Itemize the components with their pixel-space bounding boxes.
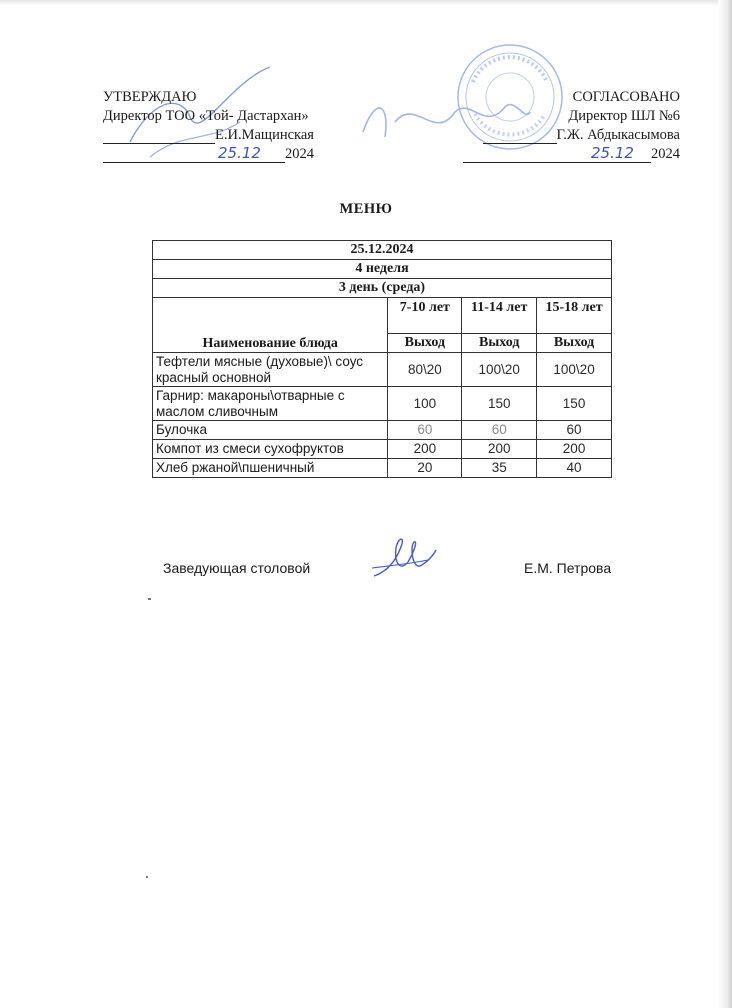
scan-speck: [148, 598, 151, 600]
table-row: [153, 421, 612, 440]
approval-left-year: 2024: [285, 146, 314, 162]
approval-left-handwritten-date: 25.12: [218, 144, 261, 162]
yield-header-1: Выход: [388, 334, 462, 353]
footer-role: Заведующая столовой: [163, 560, 311, 576]
table-row: [153, 353, 612, 387]
menu-day-row: [153, 279, 612, 298]
approval-right-name: Г.Ж. Абдыкасымова: [556, 127, 680, 143]
yield-value: 20: [388, 459, 462, 478]
menu-day: 3 день (среда): [153, 279, 612, 298]
yield-value: 60: [537, 421, 612, 440]
dish-name-header: Наименование блюда: [153, 334, 388, 353]
scan-right-edge: [718, 0, 732, 1008]
age-group-3: 15-18 лет: [537, 298, 612, 334]
dish-name: Гарнир: макароны\отварные с маслом сливочным: [153, 387, 388, 421]
empty-header-cell: [153, 298, 388, 334]
date-line: [463, 144, 651, 163]
age-group-row: [153, 298, 612, 334]
yield-value: 200: [537, 440, 612, 459]
yield-value: 100: [388, 387, 462, 421]
menu-week-row: [153, 260, 612, 279]
yield-header-3: Выход: [537, 334, 612, 353]
yield-value: 200: [462, 440, 537, 459]
dish-name: Хлеб ржаной\пшеничный: [153, 459, 388, 478]
approval-right-heading: СОГЛАСОВАНО: [572, 89, 680, 105]
yield-value: 100\20: [537, 353, 612, 387]
scan-top-edge: [0, 0, 732, 6]
date-line: [103, 144, 285, 163]
scan-speck: [146, 876, 148, 878]
age-group-1: 7-10 лет: [388, 298, 462, 334]
menu-table: [152, 240, 612, 478]
approval-left-heading: УТВЕРЖДАЮ: [103, 89, 197, 105]
yield-value: 35: [462, 459, 537, 478]
dish-name: Тефтели мясные (духовые)\ соус красный основной: [153, 353, 388, 387]
yield-value: 100\20: [462, 353, 537, 387]
table-row: [153, 459, 612, 478]
table-row: [153, 387, 612, 421]
approval-left-position: Директор ТОО «Той- Дастархан»: [103, 108, 309, 124]
yield-value: 60: [388, 421, 462, 440]
page-title: МЕНЮ: [339, 201, 393, 217]
dish-name: Булочка: [153, 421, 388, 440]
table-row: [153, 440, 612, 459]
approval-right-year: 2024: [651, 146, 680, 162]
approval-left-name: Е.И.Мащинская: [215, 127, 314, 143]
yield-value: 200: [388, 440, 462, 459]
signature-line: [483, 128, 557, 144]
yield-value: 150: [537, 387, 612, 421]
approval-right-position: Директор ШЛ №6: [568, 108, 680, 124]
column-header-row: [153, 334, 612, 353]
yield-value: 60: [462, 421, 537, 440]
signature-line: [103, 128, 215, 144]
age-group-2: 11-14 лет: [462, 298, 537, 334]
menu-date: 25.12.2024: [153, 241, 612, 260]
yield-header-2: Выход: [462, 334, 537, 353]
approval-right-block: [380, 88, 680, 164]
approval-right-handwritten-date: 25.12: [591, 144, 634, 162]
footer-name: Е.М. Петрова: [524, 560, 612, 576]
canteen-head-signature-icon: [368, 532, 440, 584]
yield-value: 80\20: [388, 353, 462, 387]
menu-week: 4 неделя: [153, 260, 612, 279]
yield-value: 150: [462, 387, 537, 421]
menu-date-row: [153, 241, 612, 260]
dish-name: Компот из смеси сухофруктов: [153, 440, 388, 459]
yield-value: 40: [537, 459, 612, 478]
approval-left-block: [103, 88, 363, 164]
